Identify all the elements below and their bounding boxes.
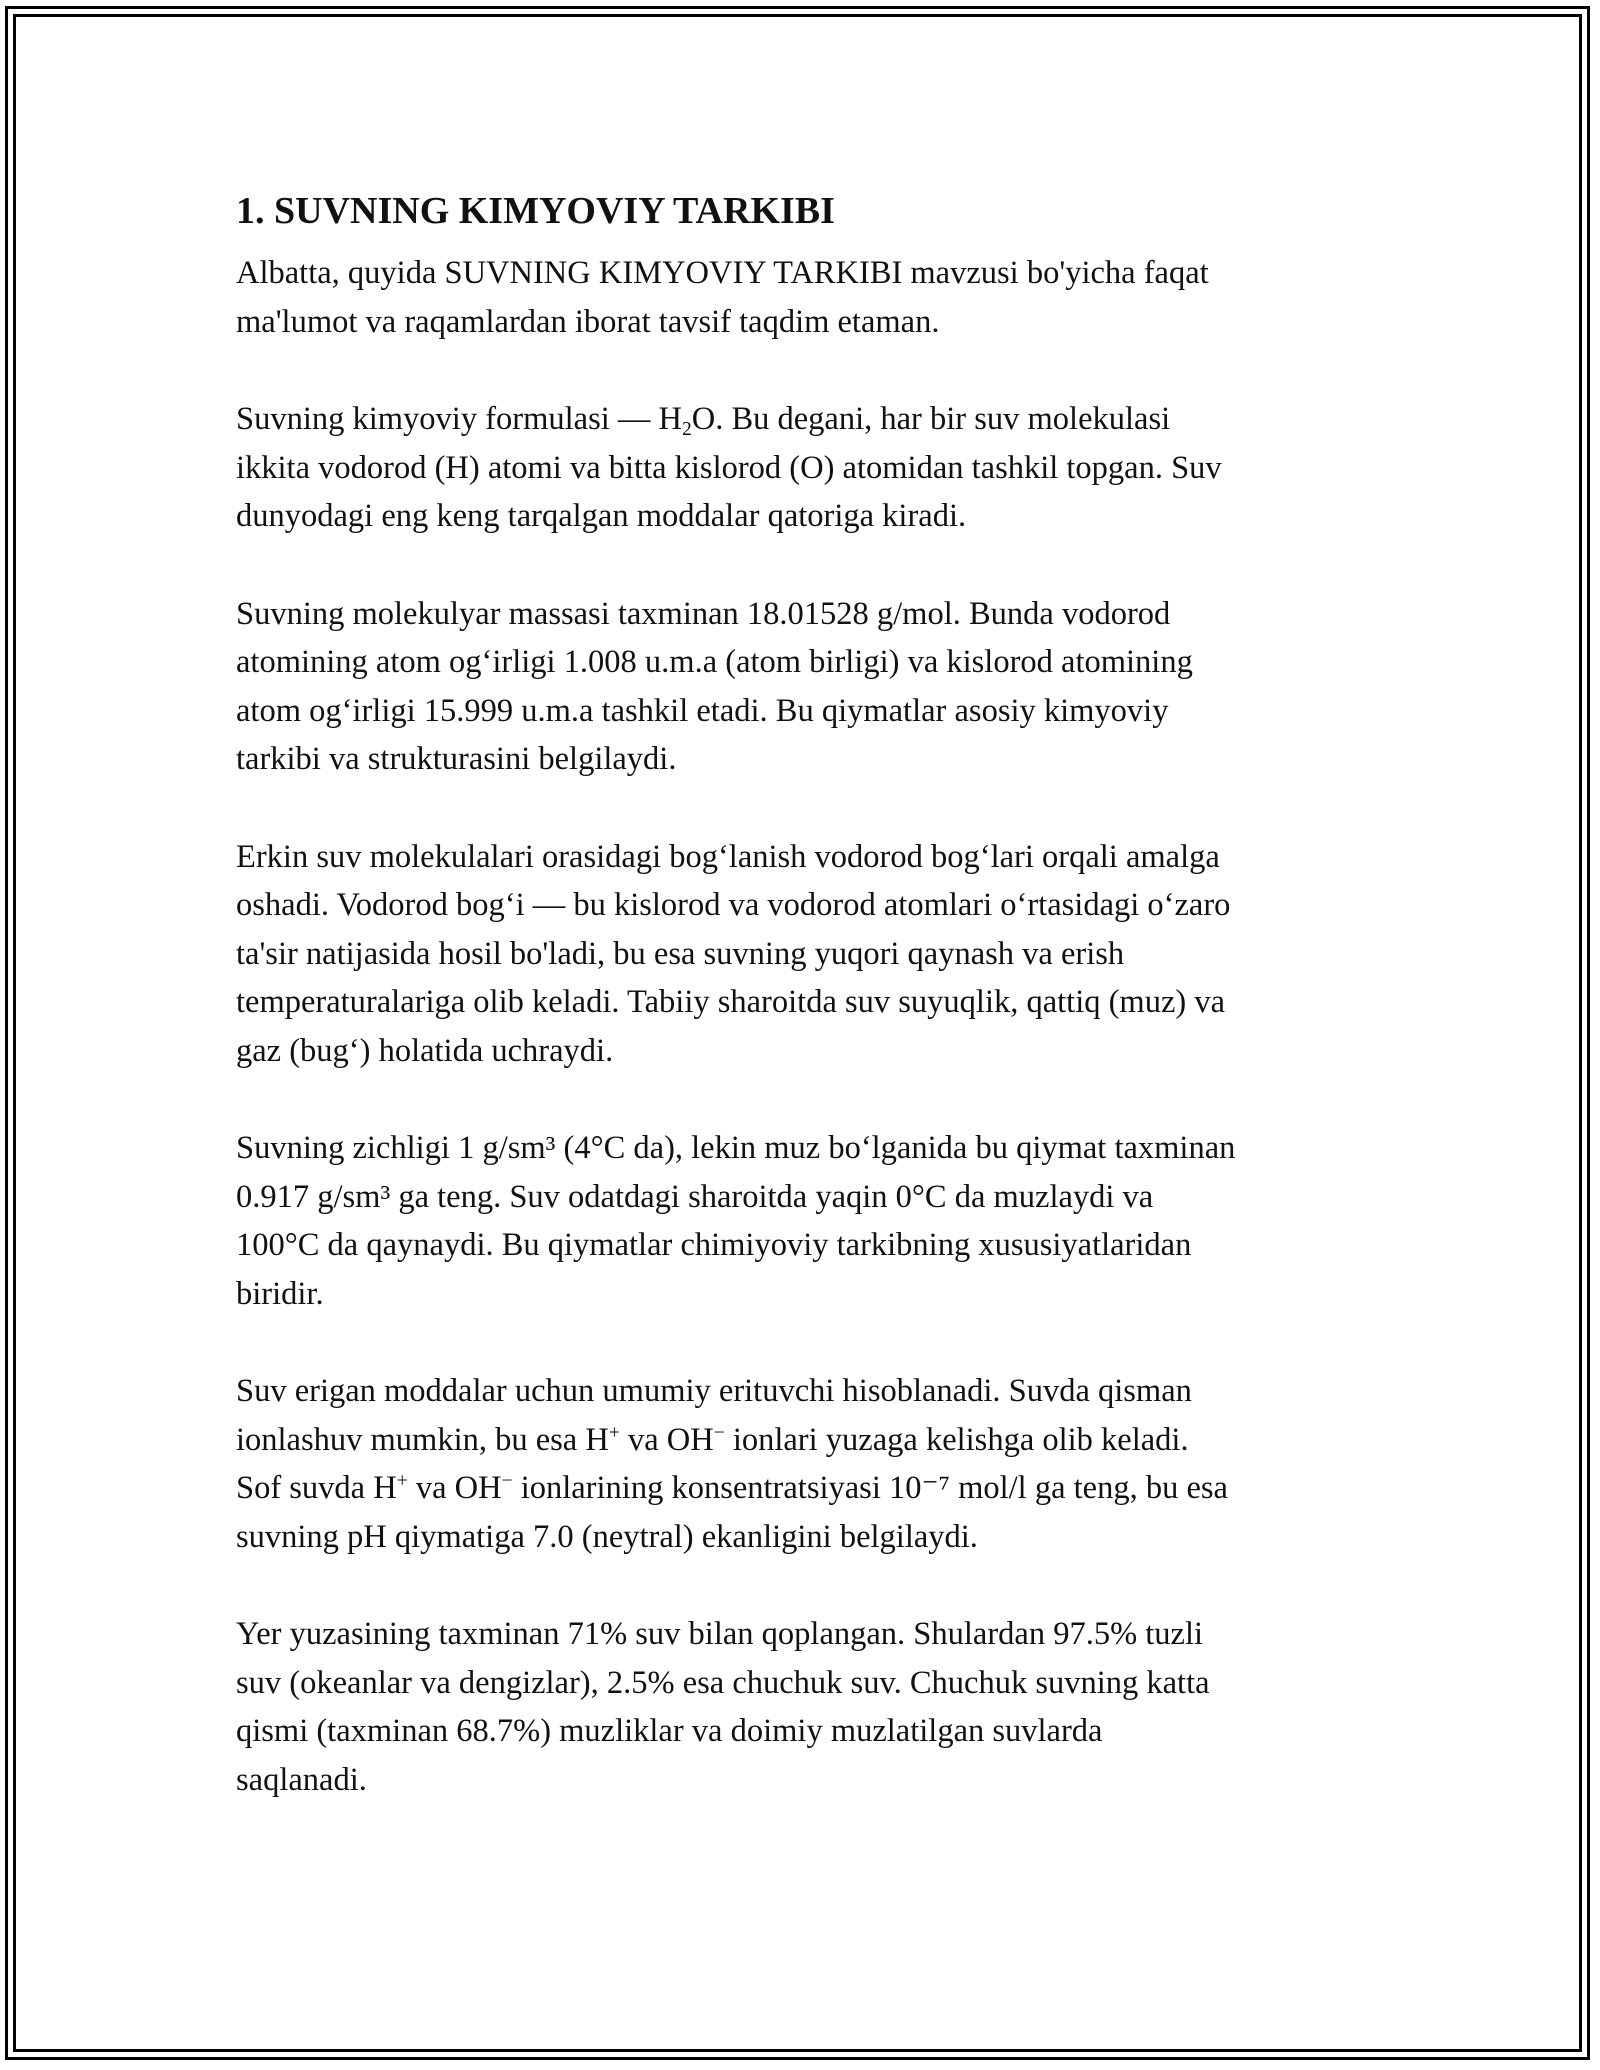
text-run: atom og‘irligi 15.999 u.m.a tashkil etadi. Bu qiymatlar asosiy kimyoviy bbox=[236, 692, 1169, 729]
text-run: saqlanadi. bbox=[236, 1761, 367, 1798]
subscript-text: 2 bbox=[681, 418, 692, 440]
text-run: Suvning kimyoviy formulasi — H bbox=[236, 401, 682, 437]
text-run: qismi (taxminan 68.7%) muzliklar va doimiy muzlatilgan suvlarda bbox=[236, 1713, 1103, 1749]
text-run: suv (okeanlar va dengizlar), 2.5% esa chuchuk suv. Chuchuk suvning katta bbox=[236, 1664, 1210, 1701]
document-title: 1. SUVNING KIMYOVIY TARKIBI bbox=[236, 190, 835, 232]
text-run: Sof suvda H bbox=[236, 1470, 397, 1506]
paragraph bbox=[236, 1610, 1376, 1804]
text-run: atomining atom og‘irligi 1.008 u.m.a (atom birligi) va kislorod atomining bbox=[236, 644, 1193, 680]
superscript-text: + bbox=[608, 1421, 620, 1443]
superscript-text: + bbox=[396, 1470, 408, 1492]
text-run: dunyodagi eng keng tarqalgan moddalar qatoriga kiradi. bbox=[236, 498, 967, 534]
text-run: suvning pH qiymatiga 7.0 (neytral) ekanligini belgilaydi. bbox=[236, 1518, 978, 1555]
text-run: gaz (bug‘) holatida uchraydi. bbox=[236, 1032, 614, 1069]
text-run: va OH bbox=[407, 1470, 502, 1506]
text-run: Suvning molekulyar massasi taxminan 18.01528 g/mol. Bunda vodorod bbox=[236, 595, 1171, 632]
text-run: biridir. bbox=[236, 1275, 324, 1312]
text-run: O. Bu degani, har bir suv molekulasi bbox=[691, 401, 1171, 437]
paragraph bbox=[236, 249, 1376, 346]
paragraph bbox=[236, 590, 1376, 784]
superscript-text: − bbox=[713, 1421, 725, 1443]
text-run: 0.917 g/sm³ ga teng. Suv odatdagi sharoitda yaqin 0°C da muzlaydi va bbox=[236, 1178, 1154, 1215]
text-run: ikkita vodorod (H) atomi va bitta kislorod (O) atomidan tashkil topgan. Suv bbox=[236, 449, 1222, 486]
text-run: ionlari yuzaga kelishga olib keladi. bbox=[724, 1421, 1189, 1458]
paragraph bbox=[236, 833, 1376, 1076]
text-run: ionlarining konsentratsiyasi 10⁻⁷ mol/l ga teng, bu esa bbox=[512, 1470, 1228, 1506]
text-run: Albatta, quyida SUVNING KIMYOVIY TARKIBI mavzusi bo'yicha faqat bbox=[236, 255, 1209, 291]
text-run: ma'lumot va raqamlardan iborat tavsif taqdim etaman. bbox=[236, 303, 940, 340]
paragraph bbox=[236, 395, 1376, 541]
text-run: Suvning zichligi 1 g/sm³ (4°C da), lekin muz bo‘lganida bu qiymat taxminan bbox=[236, 1130, 1236, 1166]
text-run: 100°C da qaynaydi. Bu qiymatlar chimiyoviy tarkibning xususiyatlaridan bbox=[236, 1227, 1192, 1263]
text-run: Suv erigan moddalar uchun umumiy erituvchi hisoblanadi. Suvda qisman bbox=[236, 1373, 1192, 1409]
text-run: temperaturalariga olib keladi. Tabiiy sharoitda suv suyuqlik, qattiq (muz) va bbox=[236, 984, 1226, 1020]
text-run: ionlashuv mumkin, bu esa H bbox=[236, 1421, 609, 1458]
superscript-text: − bbox=[501, 1470, 513, 1492]
paragraph bbox=[236, 1124, 1376, 1318]
text-run: va OH bbox=[619, 1421, 714, 1458]
paragraph-container bbox=[236, 249, 1376, 1804]
text-run: tarkibi va strukturasini belgilaydi. bbox=[236, 741, 677, 777]
text-run: Erkin suv molekulalari orasidagi bog‘lanish vodorod bog‘lari orqali amalga bbox=[236, 838, 1220, 875]
text-run: oshadi. Vodorod bog‘i — bu kislorod va vodorod atomlari o‘rtasidagi o‘zaro bbox=[236, 887, 1231, 923]
paragraph bbox=[236, 1367, 1376, 1561]
document-body bbox=[236, 185, 1376, 1804]
text-run: ta'sir natijasida hosil bo'ladi, bu esa suvning yuqori qaynash va erish bbox=[236, 935, 1125, 972]
text-run: Yer yuzasining taxminan 71% suv bilan qoplangan. Shulardan 97.5% tuzli bbox=[236, 1616, 1204, 1652]
